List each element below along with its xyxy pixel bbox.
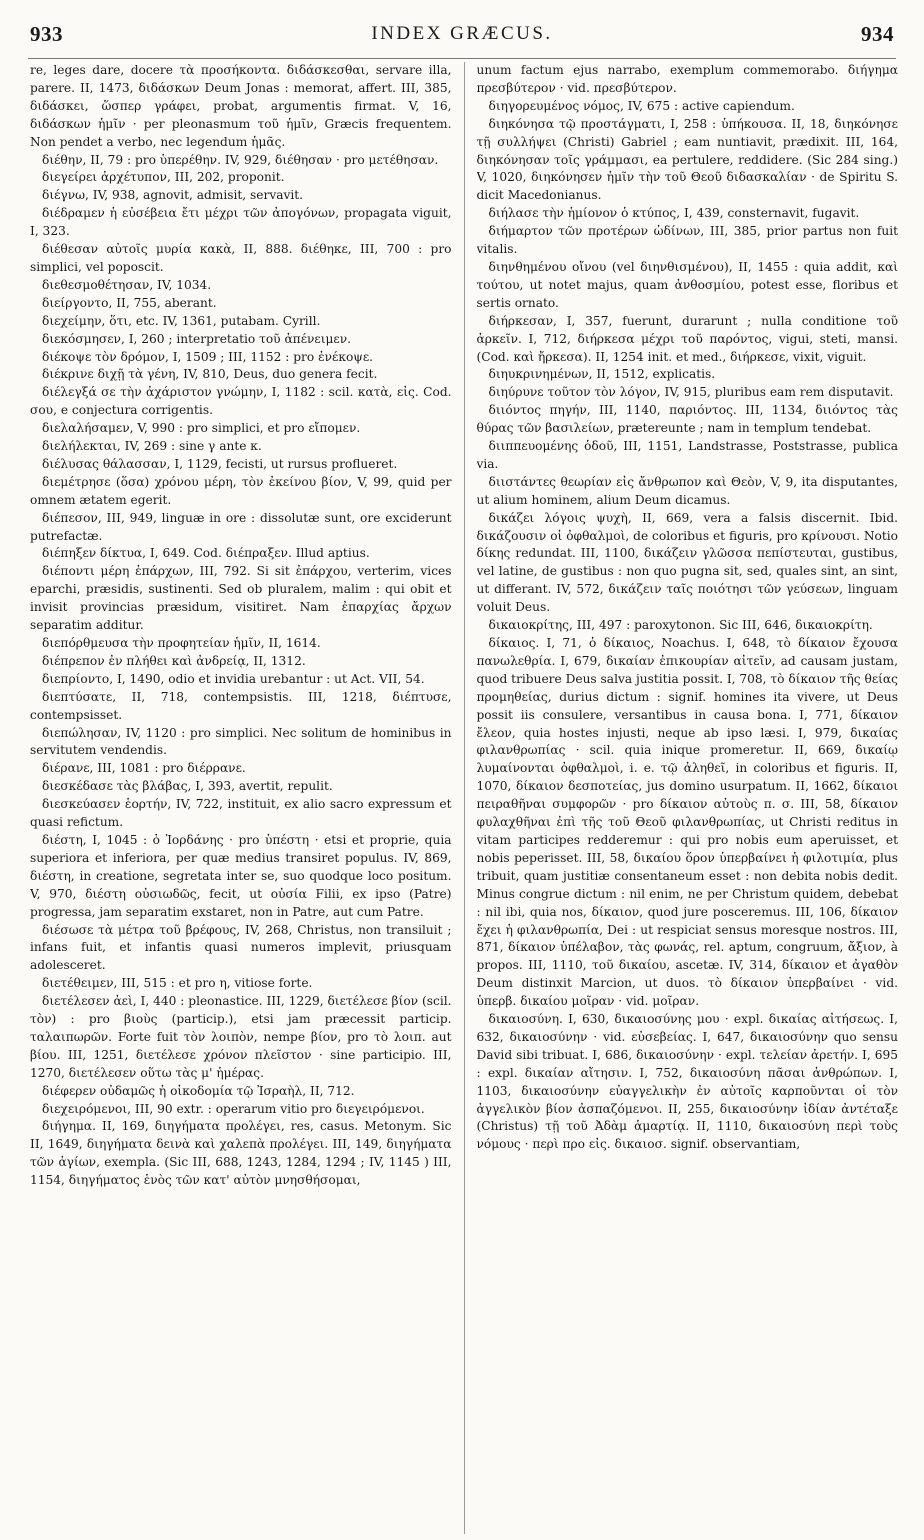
index-entry: δικαιοσύνη. I, 630, δικαιοσύνης μου · expl. δικαίας αἰτήσεως. I, 632, δικαιοσύνην · vid. εὐσεβείας. I, 647, δικαιοσύνην quo sensu David sibi tribuat. I, 686, δικαιοσύνην · expl. τελείαν ἀρετήν. I, 695 : expl. δικαίαν αἴτησιν. I, 752, δικαιοσύνη πᾶσαι ἀνθρώπων. I, 1103, δικαιοσύνην εὐαγγελικὴν ἐν αὐτοῖς καρποῦνται οἱ τὸν ἀγγελικὸν βίον ἀσπαζόμενοι. II, 255, δικαιοσύνην ἰδίαν ἀντέταξε (Christus) τῇ τοῦ Ἀδὰμ ἁμαρτίᾳ. II, 1110, δικαιοσύνη περὶ τοὺς νόμους · περὶ προ εἰς. δικαιοσ. signif. observantiam, [476, 1012, 898, 1152]
index-entry: διέκοψε τὸν δρόμον, I, 1509 ; III, 1152 : pro ἐνέκοψε. [42, 349, 374, 364]
index-entry: διέδραμεν ἡ εὐσέβεια ἔτι μέχρι τῶν ἀπογόνων, propagata viguit, I, 323. [30, 206, 452, 239]
index-entry: διήμαρτον τῶν προτέρων ὠδίνων, III, 385, prior partus non fuit vitalis. [476, 224, 898, 257]
index-entry: διέσωσε τὰ μέτρα τοῦ βρέφους, IV, 268, Christus, non transiluit ; infans fuit, et infantis quasi numeros implevit, priusquam adolesceret. [30, 922, 452, 973]
index-entry: διηύρυνε τοῦτον τὸν λόγον, IV, 915, pluribus eam rem disputavit. [488, 385, 894, 400]
index-entry: διείργοντο, II, 755, aberant. [42, 295, 217, 310]
index-entry: διελαλήσαμεν, V, 990 : pro simplici, et pro εἴπομεν. [42, 421, 361, 436]
index-entry: δικάζει λόγοις ψυχὴ, II, 669, vera a falsis discernit. Ibid. δικάζουσιν οἱ ὀφθαλμοὶ, de coloribus et figuris, pro κρίνουσι. Notio δίκης redundat. III, 1100, δικάζειν γλῶσσα πεπίστευται, gustibus, vel latine, de gustibus : non quo pugna sit, sed, quales sint, an sint, ut differant. IV, 572, δικάζειν ταῖς ποιότησι τῶν γεύσεων, linguam voluit Deus. [476, 510, 898, 615]
index-entry: διέλυσας θάλασσαν, I, 1129, fecisti, ut rursus proflueret. [42, 456, 398, 471]
index-entry: διέλεγξά σε τὴν ἀχάριστον γνώμην, I, 1182 : scil. κατὰ, εἰς. Cod. σου, e conjectura corrigentis. [30, 385, 452, 418]
index-entry: διεχειρόμενοι, III, 90 extr. : operarum vitio pro διεγειρόμενοι. [42, 1101, 425, 1116]
index-entry: διηγορευμένος νόμος, IV, 675 : active capiendum. [488, 98, 795, 113]
index-entry: διεπρίοντο, I, 1490, odio et invidia urebantur : ut Act. VII, 54. [42, 671, 425, 686]
index-entry: διέποντι μέρη ἐπάρχων, III, 792. Si sit ἐπάρχου, verterim, vices eparchi, præsidis, sustinenti. Sed ob pluralem, malim : qui obit et invisit provincias præsidum, visitiret. Nam ἐπαρχίας ἄρχων separatim additur. [30, 564, 452, 633]
index-entry: διέκρινε διχῇ τὰ γένη, IV, 810, Deus, duo genera fecit. [42, 367, 378, 382]
index-entry: διηνθημένου οἴνου (vel διηνθισμένου), II, 1455 : quia addit, καὶ τούτου, ut notet majus, quam ἀνθοσμίου, potest esse, floribus et sertis ornato. [476, 259, 898, 310]
index-entry: διεπτύσατε, II, 718, contempsistis. III, 1218, διέπτυσε, contempsisset. [30, 689, 452, 722]
index-entry: διήλασε τὴν ἡμίονον ὁ κτύπος, I, 439, consternavit, fugavit. [488, 206, 860, 221]
index-entry: διέφερεν οὐδαμῶς ἡ οἰκοδομία τῷ Ἰσραὴλ, II, 712. [42, 1083, 355, 1098]
index-entry: διετέλεσεν ἀεὶ, I, 440 : pleonastice. III, 1229, διετέλεσε βίον (scil. τὸν) : pro βιοὺς (particip.), etsi jam præcessit particip. ταλαιπωρῶν. Forte fuit τὸν λοιπὸν, nempe βίον, pro τὸ λοιπ. aut βίου. III, 1251, διετέλεσε χρόνον πλεῖστον · sine participio. III, 1270, διετέλεσεν οὕτω τὰς μ' ἡμέρας. [30, 994, 452, 1080]
index-entry: διιστάντες θεωρίαν εἰς ἄνθρωπον καὶ Θεὸν, V, 9, ita disputantes, ut alium hominem, alium Deum dicamus. [476, 474, 898, 507]
index-entry: διεμέτρησε (ὅσα) χρόνου μέρη, τὸν ἐκείνου βίον, V, 99, quid per omnem ætatem egerit. [30, 474, 452, 507]
right-column [477, 62, 899, 1534]
index-entry: διιππευομένης ὁδοῦ, III, 1151, Landstrasse, Poststrasse, publica via. [476, 439, 898, 471]
index-entry: δικαιοκρίτης, III, 497 : paroxytonon. Sic III, 646, δικαιοκρίτη. [488, 618, 873, 633]
index-entry: διέστη, I, 1045 : ὁ Ἰορδάνης · pro ὑπέστη · etsi et proprie, quia superiora et inferiora, per quæ medius transiret populus. IV, 869, διέστη, in creatione, segretata inter se, suo quodque loco positum. V, 970, διέστη οὐσιωδῶς, fecit, ut οὐσία Filii, ex ipso (Patre) progressa, jam separatim exstaret, non in Patre, aut cum Patre. [30, 832, 452, 919]
index-entry: διεθεσμοθέτησαν, IV, 1034. [42, 277, 212, 292]
index-entry: διέπρεπον ἐν πλήθει καὶ ἀνδρείᾳ, II, 1312. [42, 653, 306, 668]
index-entry: διέθεσαν αὐτοῖς μυρία κακὰ, II, 888. διέθηκε, III, 700 : pro simplici, vel poposcit. [30, 242, 452, 274]
index-entry: διεπώλησαν, IV, 1120 : pro simplici. Nec solitum de hominibus in servitutem vendendis. [30, 725, 452, 758]
index-entry: δίκαιος. I, 71, ὁ δίκαιος, Noachus. I, 648, τὸ δίκαιον ἔχουσα πανωλεθρία. I, 679, δικαίαν ἐπικουρίαν αἰτεῖν, ad causam justam, quod tribuere Deus salva justitia possit. I, 708, τὸ δίκαιον τῆς θείας προμηθείας, durius dictum : signif. homines ita vivere, ut Deus possit iis consulere, versantibus in causa bona. I, 771, δίκαιον ἔλεον, quia hostes injusti, neque ab ipso læsi. I, 979, δικαίας φιλανθρωπίας · scil. quia inique promeretur. II, 669, δικαίῳ λυμαίνονται ὀφθαλμοὶ, i. e. τῷ ἀληθεῖ, in coloribus et figuris. II, 1070, δίκαιον δεσποτείας, jus domino usurpatum. II, 1662, δίκαιοι πειραθῆναι συμφορῶν · pro δίκαιον αὐτοὺς π. σ. III, 58, δίκαιον φυλαχθῆναι ἐπὶ τῆς τοῦ Θεοῦ φιλανθρωπίας, ut Christi reditus in vitam participes redderemur : qui pro nobis eum aperuisset, et nobis peperisset. III, 58, δικαίου ὅρον ὑπερβαίνει ἡ φιλοτιμία, plus tribuit, quam justitiæ consentaneum esset : non debita nobis dedit. Minus congrue dictum : nil enim, ne per Christum quidem, debebat : nil ibi, quia nos, δίκαιον, quod jure posceremus. III, 106, δίκαιον ἔχει ἡ φιλανθρωπία, Dei : ut respiciat sensus moresque nostros. III, 871, δίκαιον ὑπέλαβον, τὰς φωνάς, rel. aptum, congruum, ἄξιον, à propos. III, 1110, τοῦ δικαίου, ascetæ. IV, 314, δίκαιον et ἀγαθὸν Deum distinxit Marcion, ut duos. τὸ δίκαιον ὑπερβαίνει · vid. ὑπερβ. δικαίου μοῖραν · vid. μοῖραν. [476, 636, 898, 1009]
index-entry: διεσκεύασεν ἑορτήν, IV, 722, instituit, ex alio sacro expressum et quasi refictum. [30, 797, 452, 830]
index-entry: διετέθειμεν, III, 515 : et pro η, vitiose forte. [42, 976, 313, 991]
column-divider [464, 62, 465, 1534]
index-entry: διήρκεσαν, I, 357, fuerunt, durarunt ; nulla conditione τοῦ ἀρκεῖν. I, 712, διήρκεσα μέχρι τοῦ παρόντος, vigui, steti, mansi. (Cod. καὶ ἤρκεσα). II, 1254 init. et med., διήρκεσε, vixit, viguit. [476, 313, 898, 364]
page-title: INDEX GRÆCUS. [371, 23, 553, 44]
index-entry: διεγείρει ἀρχέτυπον, III, 202, proponit. [42, 170, 285, 185]
index-entry: διέπεσον, III, 949, linguæ in ore : dissolutæ sunt, ore exciderunt putrefactæ. [30, 510, 452, 543]
left-column [30, 62, 452, 1534]
index-entry: unum factum ejus narrabo, exemplum commemorabo. διήγημα πρεσβύτερον · vid. πρεσβύτερον. [476, 63, 898, 95]
index-entry: διιόντος πηγήν, III, 1140, παριόντος. III, 1134, διιόντος τὰς θύρας τῶν βασιλείων, prætereunte ; nam in templum tendebat. [476, 403, 898, 436]
index-entry: διεσκέδασε τὰς βλάβας, I, 393, avertit, repulit. [42, 779, 333, 794]
index-entry: διεκόσμησεν, I, 260 ; interpretatio τοῦ ἀπένειμεν. [42, 331, 352, 346]
index-entry: διέγνω, IV, 938, agnovit, admisit, servavit. [42, 188, 304, 203]
index-entry: διέθην, II, 79 : pro ὑπερέθην. IV, 929, διέθησαν · pro μετέθησαν. [42, 152, 439, 167]
page-number-left: 933 [30, 21, 63, 46]
index-entry: re, leges dare, docere τὰ προσήκοντα. διδάσκεσθαι, servare illa, parere. II, 1473, διδάσκων Deum Jonas : memorat, affert. III, 385, διδάσκει, ὥσπερ γράφει, probat, argumentis firmat. V, 16, διδάσκων ἡμῖν · per pleonasmum τοῦ ἡμῖν, Græcis frequentem. Non pendet a verbo, nec legendum ἡμᾶς. [30, 63, 452, 149]
index-entry: διεπόρθμευσα τὴν προφητείαν ἡμῖν, II, 1614. [42, 636, 321, 650]
index-entry: διέρανε, III, 1081 : pro διέρρανε. [42, 761, 246, 776]
index-entry: διηυκρινημένων, II, 1512, explicatis. [488, 367, 716, 382]
index-entry: διηκόνησα τῷ προστάγματι, I, 258 : ὑπήκουσα. II, 18, διηκόνησε τῇ συλλήψει (Christi) Gabriel ; eam nuntiavit, prædixit. III, 164, διηκόνησαν τοῖς γράμμασι, ea pertulere, reddidere. (Sic 284 sing.) V, 1020, διηκόνησεν ἡμῖν τὴν τοῦ Θεοῦ διδασκαλίαν · de Spiritu S. dicit Macedonianus. [476, 116, 898, 203]
index-entry: διεχείμην, ὅτι, etc. IV, 1361, putabam. Cyrill. [42, 313, 321, 328]
index-entry: διέπηξεν δίκτυα, I, 649. Cod. διέπραξεν. Illud aptius. [42, 546, 370, 561]
index-entry: διελήλεκται, IV, 269 : sine γ ante κ. [42, 439, 262, 454]
index-entry: διήγημα. II, 169, διηγήματα προλέγει, res, casus. Metonym. Sic II, 1649, διηγήματα δεινὰ καὶ χαλεπὰ προλέγει. III, 149, διηγήματα τῶν ἁγίων, exempla. (Sic III, 688, 1243, 1284, 1294 ; IV, 1145 ) III, 1154, διηγήματος ἑνὸς τῶν κατ' αὐτὸν μνησθήσομαι, [30, 1119, 452, 1188]
two-column-body [30, 62, 898, 1534]
page-number-right: 934 [860, 21, 894, 46]
running-header [30, 14, 894, 54]
header-rule [28, 58, 896, 59]
